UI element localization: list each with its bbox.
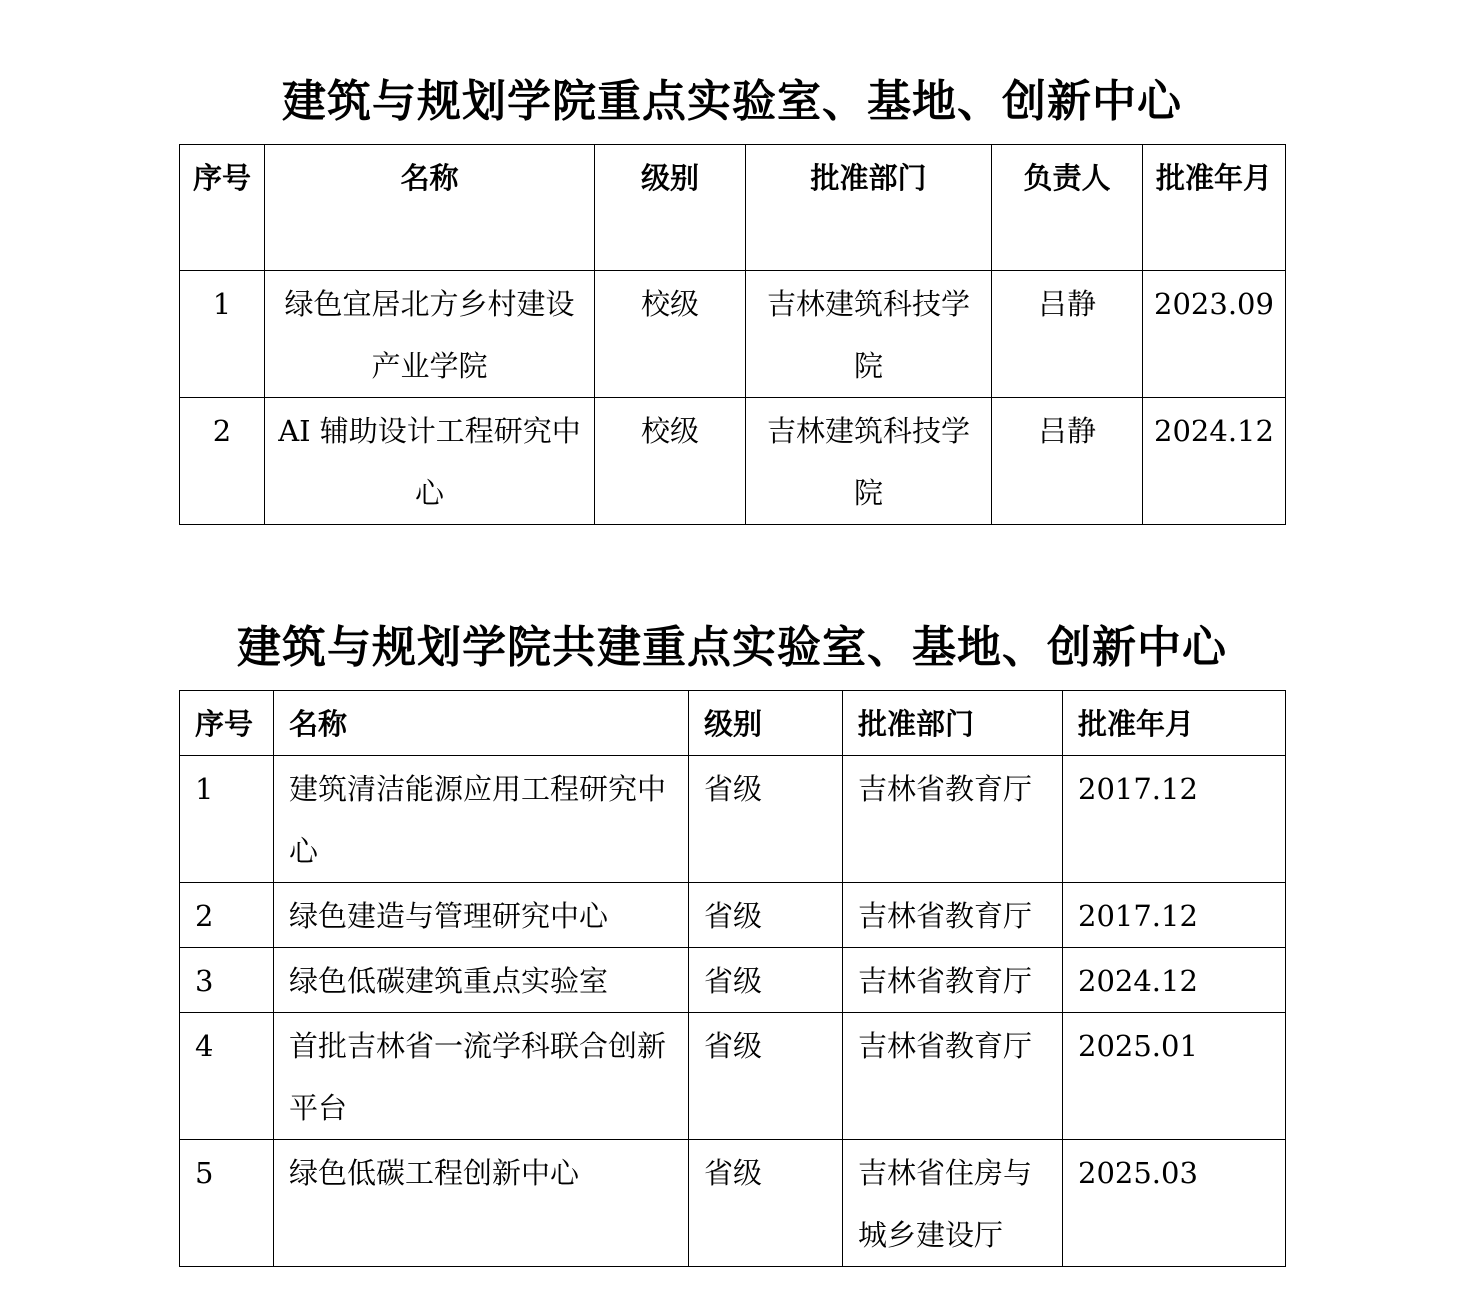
- cell-dept: 吉林省教育厅: [843, 948, 1063, 1013]
- cell-no: 5: [180, 1140, 274, 1267]
- cell-no: 3: [180, 948, 274, 1013]
- cell-name: 绿色低碳工程创新中心: [274, 1140, 689, 1267]
- cell-level: 校级: [595, 398, 746, 525]
- cell-date: 2024.12: [1063, 948, 1286, 1013]
- section2-title: 建筑与规划学院共建重点实验室、基地、创新中心: [237, 622, 1227, 673]
- section1-title: 建筑与规划学院重点实验室、基地、创新中心: [282, 76, 1182, 127]
- cell-no: 1: [180, 271, 265, 398]
- cell-name: AI 辅助设计工程研究中心: [265, 398, 595, 525]
- header-no: 序号: [180, 145, 265, 271]
- table-row: [180, 756, 1286, 883]
- header-name: 名称: [274, 691, 689, 756]
- cell-level: 省级: [689, 756, 843, 883]
- header-dept: 批准部门: [746, 145, 992, 271]
- cell-dept: 吉林省教育厅: [843, 756, 1063, 883]
- cell-name: 绿色低碳建筑重点实验室: [274, 948, 689, 1013]
- table-row: [180, 883, 1286, 948]
- header-leader: 负责人: [992, 145, 1143, 271]
- cell-dept: 吉林建筑科技学院: [746, 398, 992, 525]
- header-level: 级别: [595, 145, 746, 271]
- header-date: 批准年月: [1143, 145, 1286, 271]
- header-dept: 批准部门: [843, 691, 1063, 756]
- key-labs-table: [179, 144, 1286, 525]
- table-row: [180, 1140, 1286, 1267]
- cell-level: 省级: [689, 1140, 843, 1267]
- cell-date: 2023.09: [1143, 271, 1286, 398]
- cell-leader: 吕静: [992, 398, 1143, 525]
- cell-leader: 吕静: [992, 271, 1143, 398]
- table-header-row: [180, 691, 1286, 756]
- cell-dept: 吉林建筑科技学院: [746, 271, 992, 398]
- cell-level: 省级: [689, 883, 843, 948]
- table-row: [180, 948, 1286, 1013]
- cell-name: 建筑清洁能源应用工程研究中心: [274, 756, 689, 883]
- table-header-row: [180, 145, 1286, 271]
- table-row: [180, 398, 1286, 525]
- cell-dept: 吉林省教育厅: [843, 883, 1063, 948]
- cell-no: 2: [180, 398, 265, 525]
- cell-level: 省级: [689, 1013, 843, 1140]
- header-level: 级别: [689, 691, 843, 756]
- cell-no: 4: [180, 1013, 274, 1140]
- cell-dept: 吉林省住房与城乡建设厅: [843, 1140, 1063, 1267]
- joint-labs-table: [179, 690, 1286, 1267]
- header-no: 序号: [180, 691, 274, 756]
- cell-level: 省级: [689, 948, 843, 1013]
- cell-dept: 吉林省教育厅: [843, 1013, 1063, 1140]
- cell-date: 2025.03: [1063, 1140, 1286, 1267]
- cell-date: 2017.12: [1063, 756, 1286, 883]
- cell-no: 1: [180, 756, 274, 883]
- cell-date: 2017.12: [1063, 883, 1286, 948]
- cell-name: 绿色宜居北方乡村建设产业学院: [265, 271, 595, 398]
- cell-level: 校级: [595, 271, 746, 398]
- header-date: 批准年月: [1063, 691, 1286, 756]
- cell-name: 首批吉林省一流学科联合创新平台: [274, 1013, 689, 1140]
- cell-name: 绿色建造与管理研究中心: [274, 883, 689, 948]
- cell-date: 2024.12: [1143, 398, 1286, 525]
- table-row: [180, 1013, 1286, 1140]
- cell-date: 2025.01: [1063, 1013, 1286, 1140]
- cell-no: 2: [180, 883, 274, 948]
- table-row: [180, 271, 1286, 398]
- header-name: 名称: [265, 145, 595, 271]
